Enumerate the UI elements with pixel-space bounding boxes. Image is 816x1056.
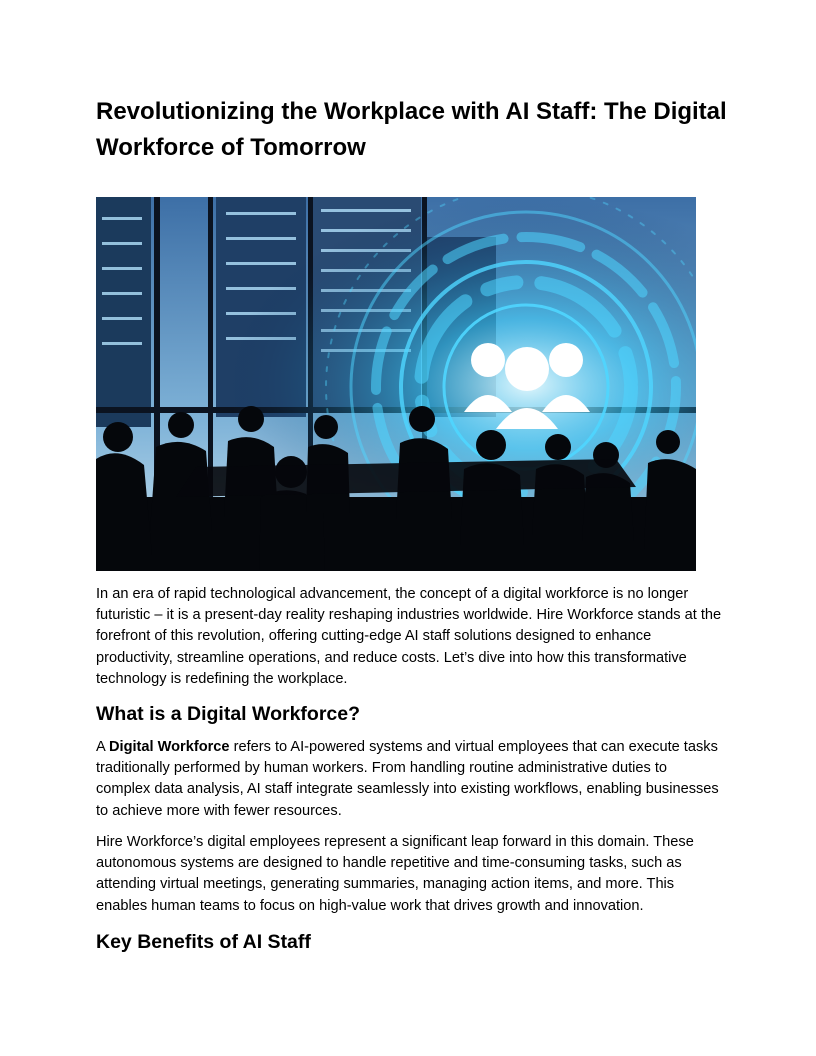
definition-term: Digital Workforce bbox=[108, 739, 230, 755]
hire-workforce-paragraph: Hire Workforce’s digital employees represent a significant leap forward in this domain. These autonomous systems are designed to handle repetitive and time-consuming tasks, such as attending virtual meetings, generating summaries, managing action items, and more. This enables human teams to focus on high-value work that drives growth and innovation. bbox=[96, 834, 694, 914]
definition-lead: A bbox=[96, 739, 109, 755]
intro-paragraph: In an era of rapid technological advancement, the concept of a digital workforce is no longer futuristic – it is a present-day reality reshaping industries worldwide. Hire Workforce stands at the forefront of this revolution, offering cutting-edge AI staff solutions designed to enhance productivity, streamline operations, and reduce costs. Let’s dive into how this transformative technology is redefining the workplace. bbox=[96, 586, 722, 687]
definition-body: refers to AI-powered systems and virtual employees that can execute tasks traditionally performed by human workers. From handling routine administrative duties to complex data analysis, AI staff integrate seamlessly into existing workflows, enabling businesses to achieve more with fewer resources. bbox=[96, 739, 719, 819]
page-title: Revolutionizing the Workplace with AI Staff: The Digital Workforce of Tomorrow bbox=[96, 98, 727, 161]
digital-workforce-illustration bbox=[96, 197, 696, 571]
digital-workforce-definition-paragraph bbox=[96, 737, 722, 822]
section-heading-digital-workforce: What is a Digital Workforce? bbox=[96, 703, 361, 725]
hero-image bbox=[96, 197, 696, 571]
section-heading-key-benefits: Key Benefits of AI Staff bbox=[96, 931, 311, 953]
